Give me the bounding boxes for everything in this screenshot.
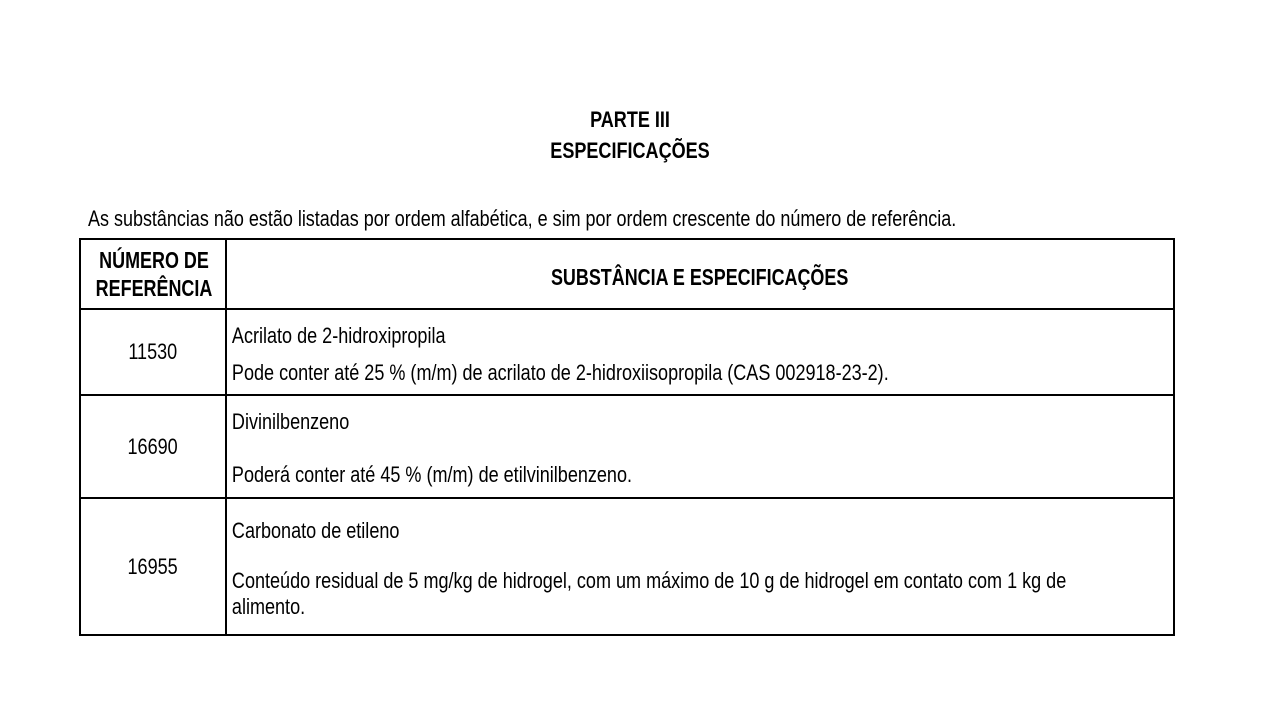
substance-cell (226, 498, 1174, 635)
document-title (0, 104, 1260, 166)
table-row (80, 309, 1174, 395)
table-row (80, 498, 1174, 635)
reference-cell (80, 498, 226, 635)
substance-specification: Conteúdo residual de 5 mg/kg de hidrogel, com um máximo de 10 g de hidrogel em contato com 1 kg de alimento. (231, 567, 1067, 619)
table-header-row (80, 239, 1174, 309)
substance-cell (226, 309, 1174, 395)
column-header-reference-label: NÚMERO DE REFERÊNCIA (95, 247, 213, 301)
specifications-table (79, 238, 1175, 636)
reference-number: 16955 (127, 553, 179, 579)
substance-name: Divinilbenzeno (231, 409, 350, 434)
substance-name: Acrilato de 2-hidroxipropila (231, 322, 446, 348)
substance-cell (226, 395, 1174, 498)
reference-cell (80, 309, 226, 395)
part-heading: PARTE III (590, 107, 670, 132)
substance-specification: Pode conter até 25 % (m/m) de acrilato de 2-hidroxiisopropila (CAS 002918-23-2). (231, 359, 889, 385)
column-header-reference (80, 239, 226, 309)
substance-specification: Poderá conter até 45 % (m/m) de etilvinilbenzeno. (231, 462, 633, 487)
table-row (80, 395, 1174, 498)
column-header-substance-label: SUBSTÂNCIA E ESPECIFICAÇÕES (551, 263, 849, 290)
column-header-substance (226, 239, 1174, 309)
reference-number: 11530 (128, 339, 178, 364)
intro-paragraph: As substâncias não estão listadas por ordem alfabética, e sim por ordem crescente do número de referência. (88, 206, 957, 231)
substance-name: Carbonato de etileno (231, 517, 400, 543)
reference-cell (80, 395, 226, 498)
section-heading: ESPECIFICAÇÕES (550, 138, 710, 163)
reference-number: 16690 (127, 433, 179, 459)
